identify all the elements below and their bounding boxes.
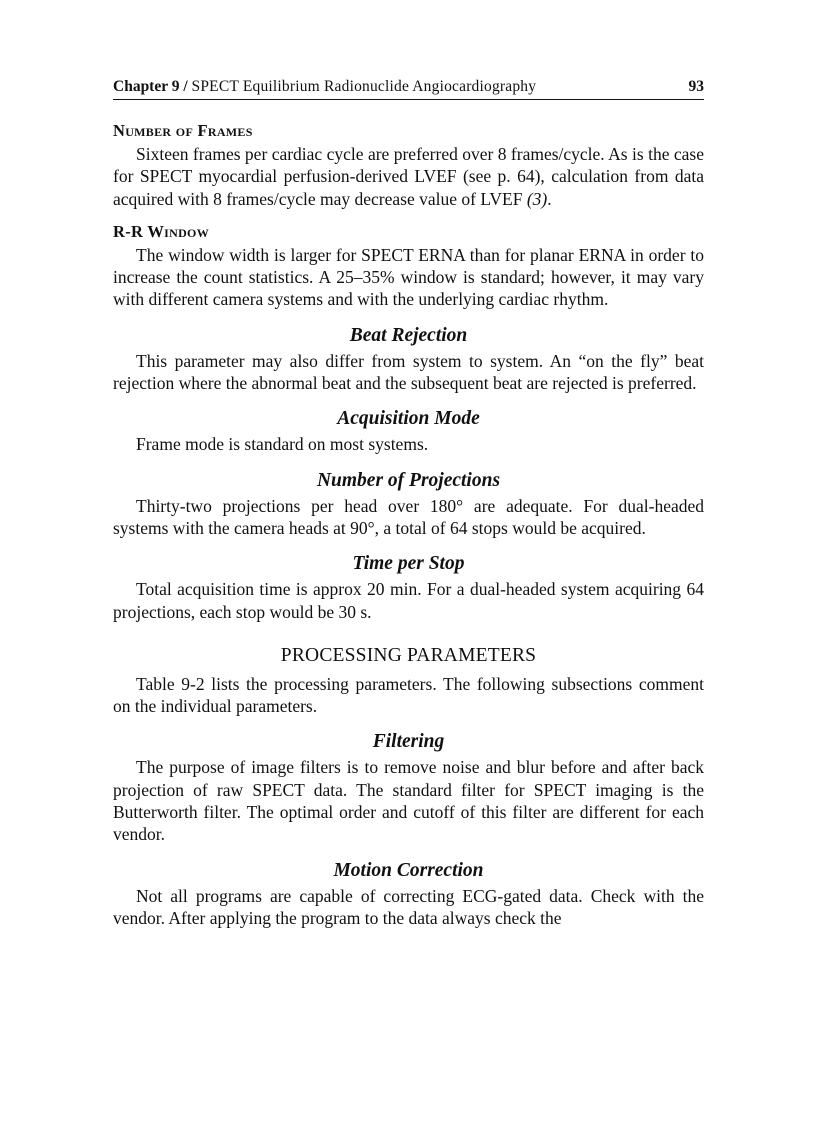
heading-beat-rejection: Beat Rejection — [349, 324, 468, 346]
paragraph-end: . — [547, 188, 552, 209]
paragraph-filtering: The purpose of image filters is to remove noise and blur before and after back projection of raw SPECT data. The standard filter for SPECT imaging is the Butterworth filter. The optimal order and cutoff of this filter are different for each vendor. — [113, 757, 704, 845]
paragraph-motion-correction: Not all programs are capable of correcting ECG-gated data. Check with the vendor. After applying the program to the data always check the — [113, 885, 704, 928]
heading-number-of-frames: Number of Frames — [113, 121, 253, 140]
heading-acquisition-mode: Acquisition Mode — [337, 408, 480, 430]
heading-processing-parameters: PROCESSING PARAMETERS — [280, 644, 537, 666]
paragraph-beat-rejection: This parameter may also differ from system to system. An “on the fly” beat rejection where the abnormal beat and the subsequent beat are rejected is preferred. — [113, 350, 704, 394]
header-left — [113, 78, 536, 96]
page-number: 93 — [688, 78, 704, 95]
paragraph-processing-parameters: Table 9-2 lists the processing parameters. The following subsections comment on the individual parameters. — [113, 673, 704, 717]
paragraph-time-per-stop: Total acquisition time is approx 20 min. For a dual-headed system acquiring 64 projections, each stop would be 30 s. — [113, 579, 704, 622]
heading-motion-correction: Motion Correction — [333, 859, 484, 881]
paragraph-text: Sixteen frames per cardiac cycle are preferred over 8 frames/cycle. As is the case for SPECT myocardial perfusion-derived LVEF (see p. 64), calculation from data acquired with 8 frames/cycle may decrease value of LVEF — [113, 144, 704, 209]
heading-filtering: Filtering — [372, 731, 445, 753]
heading-rr-window: R-R Window — [113, 221, 209, 241]
chapter-label: Chapter 9 / — [113, 78, 188, 95]
paragraph-number-of-projections: Thirty-two projections per head over 180° are adequate. For dual-headed systems with the camera heads at 90°, a total of 64 stops would be acquired. — [113, 495, 704, 538]
heading-time-per-stop: Time per Stop — [352, 553, 465, 575]
paragraph-acquisition-mode: Frame mode is standard on most systems. — [136, 434, 429, 455]
running-header — [113, 78, 704, 100]
paragraph-number-of-frames — [113, 143, 704, 210]
heading-number-of-projections: Number of Projections — [316, 469, 501, 491]
paragraph-rr-window: The window width is larger for SPECT ERNA than for planar ERNA in order to increase the count statistics. A 25–35% window is standard; however, it may vary with different camera systems and with the underlying cardiac rhythm. — [113, 244, 704, 310]
citation-ref: (3) — [526, 188, 548, 209]
chapter-title: SPECT Equilibrium Radionuclide Angiocardiography — [191, 78, 537, 95]
document-page — [113, 78, 704, 929]
